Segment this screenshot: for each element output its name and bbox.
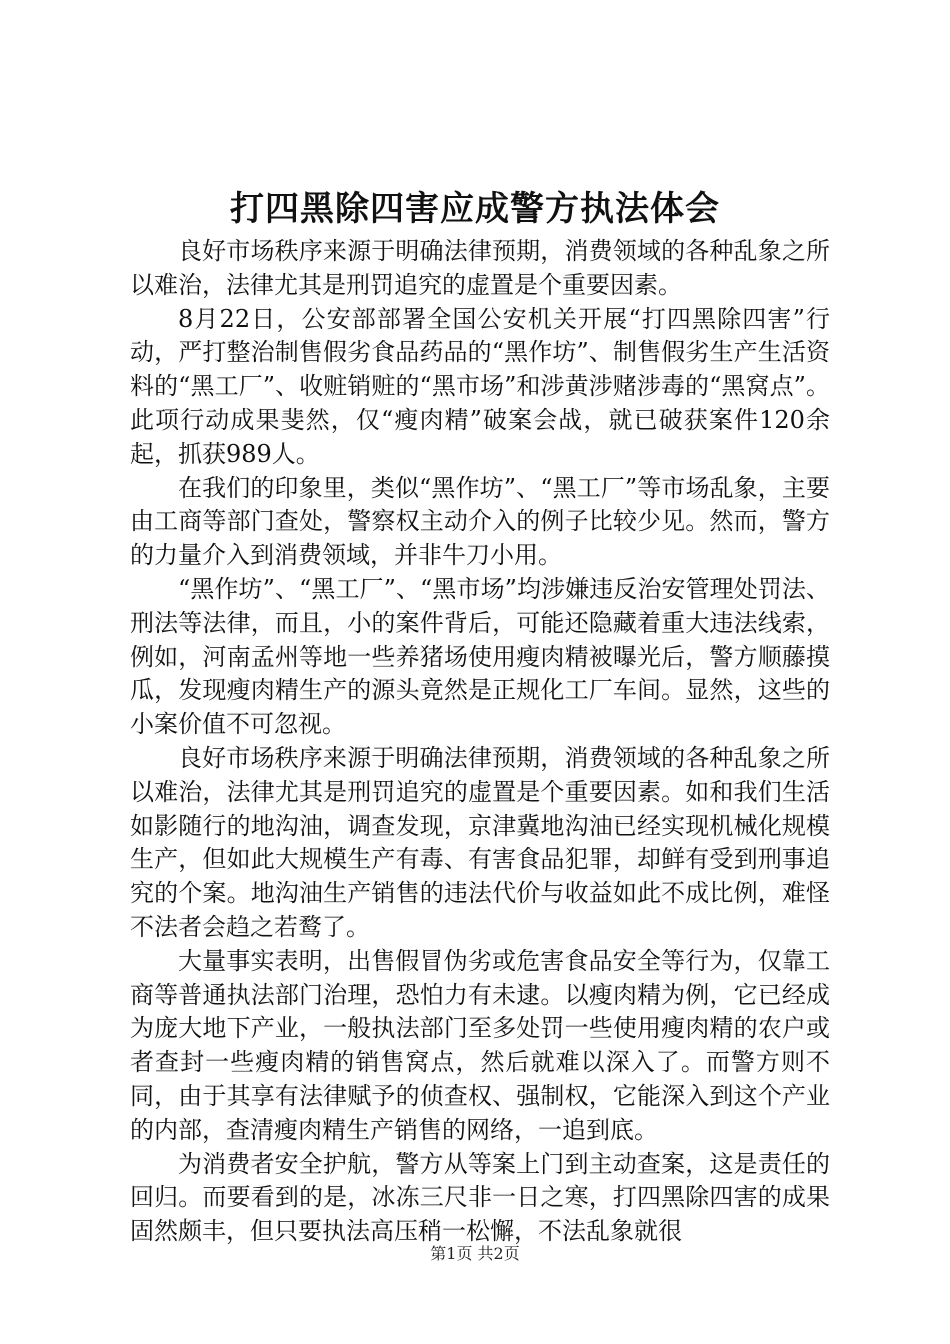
document-body [130,235,830,1249]
paragraph: 在我们的印象里，类似“黑作坊”、“黑工厂”等市场乱象，主要由工商等部门查处，警察权主动介入的例子比较少见。然而，警方的力量介入到消费领域，并非牛刀小用。 [130,473,830,570]
paragraph: 为消费者安全护航，警方从等案上门到主动查案，这是责任的回归。而要看到的是，冰冻三尺非一日之寒，打四黑除四害的成果固然颇丰，但只要执法高压稍一松懈，不法乱象就很 [130,1149,830,1246]
paragraph: “黑作坊”、“黑工厂”、“黑市场”均涉嫌违反治安管理处罚法、刑法等法律，而且，小的案件背后，可能还隐藏着重大违法线索，例如，河南孟州等地一些养猪场使用瘦肉精被曝光后，警方顺藤摸瓜，发现瘦肉精生产的源头竟然是正规化工厂车间。显然，这些的小案价值不可忽视。 [130,574,830,739]
page-footer: 第1页 共2页 [430,1244,520,1263]
paragraph: 良好市场秩序来源于明确法律预期，消费领域的各种乱象之所以难治，法律尤其是刑罚追究的虚置是个重要因素。如和我们生活如影随行的地沟油，调查发现，京津冀地沟油已经实现机械化规模生产，但如此大规模生产有毒、有害食品犯罪，却鲜有受到刑事追究的个案。地沟油生产销售的违法代价与收益如此不成比例，难怪不法者会趋之若鹜了。 [130,743,830,941]
paragraph: 良好市场秩序来源于明确法律预期，消费领域的各种乱象之所以难治，法律尤其是刑罚追究的虚置是个重要因素。 [130,237,830,299]
paragraph: 大量事实表明，出售假冒伪劣或危害食品安全等行为，仅靠工商等普通执法部门治理，恐怕力有未逮。以瘦肉精为例，它已经成为庞大地下产业，一般执法部门至多处罚一些使用瘦肉精的农户或者查封一些瘦肉精的销售窝点，然后就难以深入了。而警方则不同，由于其享有法律赋予的侦查权、强制权，它能深入到这个产业的内部，查清瘦肉精生产销售的网络，一追到底。 [130,946,830,1144]
document-title: 打四黑除四害应成警方执法体会 [230,189,720,229]
paragraph: 8月22日，公安部部署全国公安机关开展“打四黑除四害”行动，严打整治制售假劣食品药品的“黑作坊”、制售假劣生产生活资料的“黑工厂”、收赃销赃的“黑市场”和涉黄涉赌涉毒的“黑窝点”。此项行动成果斐然，仅“瘦肉精”破案会战，就已破获案件120余起，抓获989人。 [130,304,830,468]
